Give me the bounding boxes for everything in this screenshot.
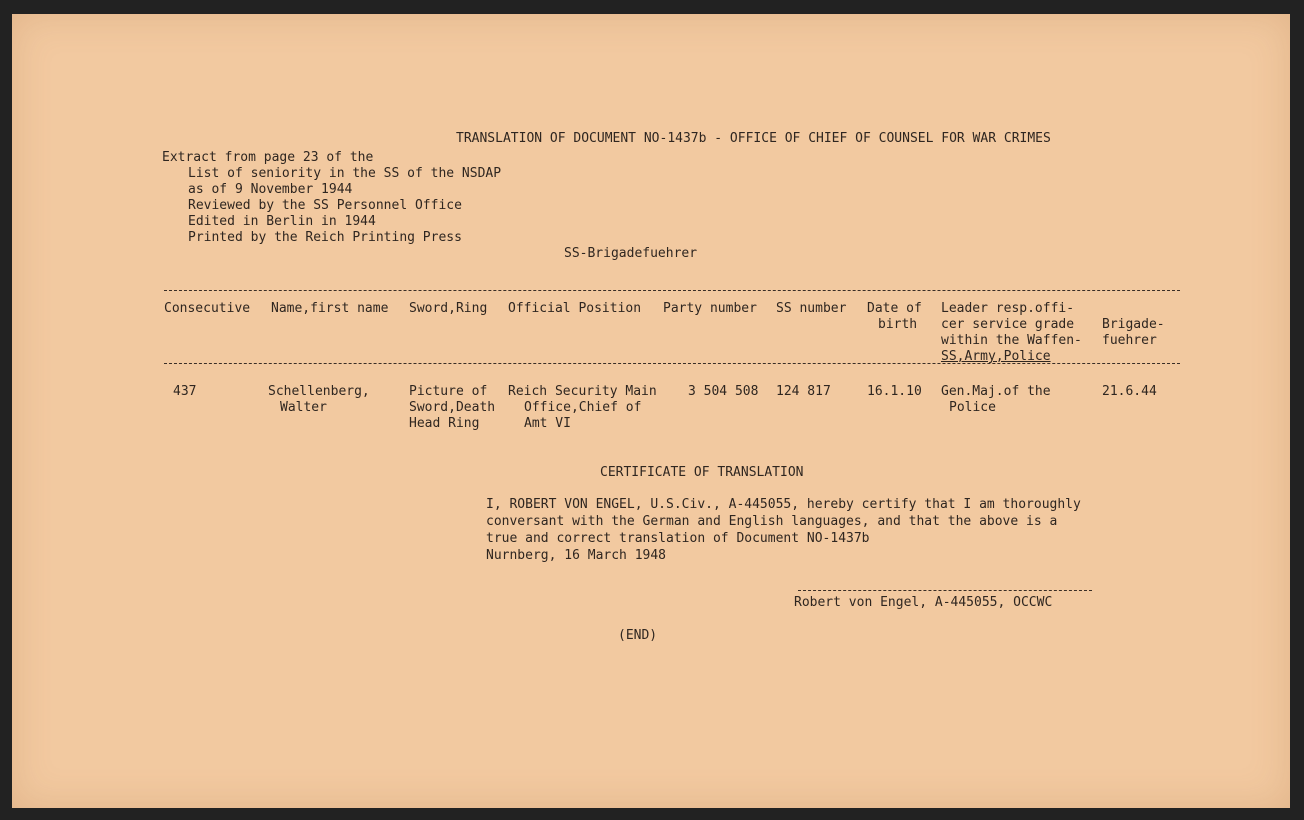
cell-brigadefuehrer: 21.6.44 <box>1102 384 1157 399</box>
certificate-line: true and correct translation of Document NO-1437b <box>486 531 870 546</box>
signature: Robert von Engel, A-445055, OCCWC <box>794 595 1053 610</box>
cell-consecutive: 437 <box>173 384 197 399</box>
extract-line: Reviewed by the SS Personnel Office <box>188 198 462 213</box>
certificate-title: CERTIFICATE OF TRANSLATION <box>600 465 804 480</box>
col-brigadefuehrer: fuehrer <box>1102 333 1157 348</box>
certificate-line: I, ROBERT VON ENGEL, U.S.Civ., A-445055, hereby certify that I am thoroughly <box>486 497 1081 512</box>
extract-line: as of 9 November 1944 <box>188 182 353 197</box>
col-sword-ring: Sword,Ring <box>409 301 488 316</box>
col-leader: cer service grade <box>941 317 1075 332</box>
col-consecutive: Consecutive <box>164 301 251 316</box>
extract-line: Extract from page 23 of the <box>162 150 374 165</box>
cell-name: Schellenberg, <box>268 384 370 399</box>
cell-leader: Police <box>949 400 996 415</box>
cell-sword-ring: Head Ring <box>409 416 480 431</box>
col-leader: Leader resp.offi- <box>941 301 1075 316</box>
col-name: Name,first name <box>271 301 389 316</box>
section-title: SS-Brigadefuehrer <box>564 246 698 261</box>
cell-name: Walter <box>280 400 327 415</box>
cell-party-number: 3 504 508 <box>688 384 759 399</box>
extract-line: List of seniority in the SS of the NSDAP <box>188 166 502 181</box>
cell-sword-ring: Sword,Death <box>409 400 496 415</box>
col-leader: within the Waffen- <box>941 333 1082 348</box>
col-date-of-birth: birth <box>878 317 918 332</box>
end-mark: (END) <box>618 628 658 643</box>
col-leader: SS,Army,Police <box>941 349 1051 364</box>
cell-official-position: Reich Security Main <box>508 384 657 399</box>
extract-line: Edited in Berlin in 1944 <box>188 214 376 229</box>
signature-line <box>798 590 1092 591</box>
table-top-rule <box>164 290 1180 291</box>
col-official-position: Official Position <box>508 301 642 316</box>
cell-date-of-birth: 16.1.10 <box>867 384 922 399</box>
cell-ss-number: 124 817 <box>776 384 831 399</box>
certificate-line: Nurnberg, 16 March 1948 <box>486 548 667 563</box>
col-date-of-birth: Date of <box>867 301 922 316</box>
cell-leader: Gen.Maj.of the <box>941 384 1051 399</box>
table-header-rule <box>164 363 1180 364</box>
col-party-number: Party number <box>663 301 757 316</box>
document-header: TRANSLATION OF DOCUMENT NO-1437b - OFFICE OF CHIEF OF COUNSEL FOR WAR CRIMES <box>456 131 1051 146</box>
cell-official-position: Amt VI <box>524 416 571 431</box>
certificate-line: conversant with the German and English languages, and that the above is a <box>486 514 1058 529</box>
col-brigadefuehrer: Brigade- <box>1102 317 1165 332</box>
document-page <box>12 14 1290 808</box>
col-ss-number: SS number <box>776 301 847 316</box>
cell-official-position: Office,Chief of <box>524 400 642 415</box>
extract-line: Printed by the Reich Printing Press <box>188 230 462 245</box>
cell-sword-ring: Picture of <box>409 384 488 399</box>
